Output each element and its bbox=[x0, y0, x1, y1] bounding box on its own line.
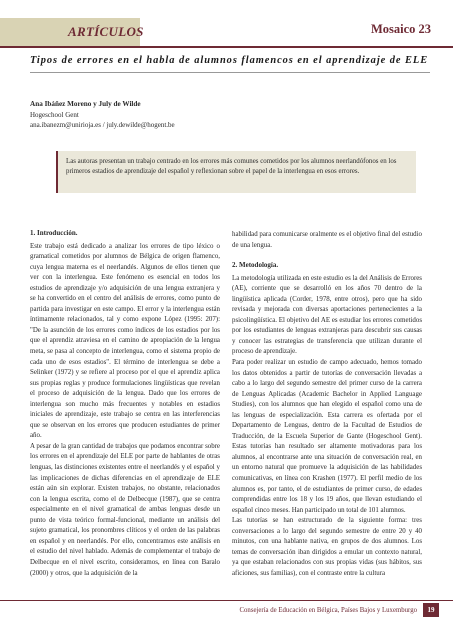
footer-rule bbox=[0, 600, 453, 601]
magazine-label: Mosaico 23 bbox=[370, 22, 431, 36]
paragraph: A pesar de la gran cantidad de trabajos que podamos encontrar sobre los errores en el aprendizaje del ELE por parte de hablantes de otras lenguas, las distinciones existentes entre el neerlandés y el español y las implicaciones de dichas diferencias en el aprendizaje de ELE están aún sin explorar. Existen trabajos, no obstante, relacionados con la lengua escrita, como el de Delbecque (1987), que se centra especialmente en el nivel gramatical de ambas lenguas desde un punto de vista teórico formal-funcional, mediante un análisis del sujeto gramatical, los pronombres clíticos y el orden de las palabras en español y en neerlandés. Por ello, concentramos este análisis en el estudio del nivel hablado. Además de complementar el trabajo de Delbecque en el nivel escrito, consideramos, en línea con Baralo (2000) y otros, que la adquisición de la bbox=[30, 442, 220, 577]
paragraph: Las tutorías se han estructurado de la siguiente forma: tres conversaciones a lo largo del segundo semestre de entre 20 y 40 minutos, con una hablante nativa, en grupos de dos alumnos. Los temas de conversación iban dirigidos a emular un contexto natural, ya que estaban relacionados con sus propias vidas (sus hábitos, sus aficiones, sus familias), con el contraste entre la cultura bbox=[232, 517, 422, 577]
abstract-box bbox=[56, 151, 416, 193]
right-column bbox=[232, 230, 422, 580]
paragraph: Este trabajo está dedicado a analizar los errores de tipo léxico o gramatical cometidos por alumnos de Bélgica de origen flamenco, cuya lengua materna es el neerlandés. Algunos de ellos tienen que ver con la interlengua. Este fenómeno es esencial en todos los estudios de aprendizaje y/o adquisición de una lengua extranjera y se ha convertido en el centro del análisis de errores, como punto de partida para investigar en este campo. El error y la interlengua están íntimamente relacionados, tal y como expone López (1995: 207): "De la asunción de los errores como índices de los estadios por los que el aprendiz atraviesa en el camino de apropiación de la lengua meta, se pasa al concepto de interlengua, como el sistema propio de cada uno de esos estadios". El término de interlengua se debe a Selinker (1972) y se refiere al proceso por el que el aprendiz aplica sus propias reglas y produce formulaciones lingüísticas que revelan el proceso de adquisición de la lengua. Dado que los errores de interlengua son mucho más frecuentes y notables en estadios iniciales de aprendizaje, este trabajo se centra en las interferencias que se observan en los errores que producen estudiantes de primer año. bbox=[30, 242, 220, 440]
paragraph: La metodología utilizada en este estudio es la del Análisis de Errores (AE), corriente que se desarrolló en los años 70 dentro de la lingüística aplicada (Corder, 1978, entre otros), pero que ha sido revisada y mejorada con diversas aportaciones pertenecientes a la psicolingüística. El objetivo del AE es estudiar los errores cometidos por los estudiantes de lenguas extranjeras para descubrir sus causas y conocer las estrategias de transferencia que utilizan durante el proceso de aprendizaje. bbox=[232, 274, 422, 356]
article-title: Tipos de errores en el habla de alumnos flamencos en el aprendizaje de ELE bbox=[30, 55, 429, 66]
paragraph: Para poder realizar un estudio de campo adecuado, hemos tomado los datos obtenidos a partir de tutorías de conversación llevadas a cabo a lo largo del segundo semestre del primer curso de la carrera de Lenguas Aplicadas (Academic Bachelor in Applied Language Studies), con los alumnos que han elegido el español como una de las lenguas de especialización. Esta carrera es ofertada por el Departamento de Lenguas, dentro de la Facultad de Estudios de Traducción, de la Escuela Superior de Gante (Hogeschool Gent). Estas tutorías han resultado ser altamente motivadoras para los alumnos, al encontrarse ante una situación de conversación real, en un entorno natural que promueve la adquisición de las habilidades comunicativas, en línea con Krashen (1977). El perfil medio de los alumnos es, por tanto, el de estudiantes de primer curso, de edades comprendidas entre los 18 y los 19 años, que llevan estudiando el español cinco meses. Han participado un total de 101 alumnos. bbox=[232, 359, 422, 514]
title-rule bbox=[30, 72, 430, 73]
paragraph: habilidad para comunicarse oralmente es el objetivo final del estudio de una lengua. bbox=[232, 231, 422, 249]
abstract-accent-bar bbox=[56, 151, 58, 193]
page-number: 19 bbox=[423, 603, 439, 617]
header-rule bbox=[0, 46, 453, 48]
left-column bbox=[30, 228, 220, 579]
article-authors: Ana Ibáñez Moreno y July de Wilde bbox=[30, 100, 141, 108]
article-emails: ana.ibanezm@unirioja.es / july.dewilde@hogent.be bbox=[30, 121, 175, 129]
footer-text: Consejería de Educación en Bélgica, Países Bajos y Luxemburgo bbox=[239, 607, 417, 614]
article-affiliation: Hogeschool Gent bbox=[30, 111, 79, 119]
section-heading-metodologia: 2. Metodología. bbox=[232, 261, 279, 270]
section-heading-introduccion: 1. Introducción. bbox=[30, 229, 78, 237]
section-label: ARTÍCULOS bbox=[68, 24, 144, 39]
abstract-text: Las autoras presentan un trabajo centrado en los errores más comunes cometidos por los alumnos neerlandófonos en los primeros estadios de aprendizaje del español y reflexionan sobre el papel de la interlengua en esos errores. bbox=[66, 158, 397, 176]
